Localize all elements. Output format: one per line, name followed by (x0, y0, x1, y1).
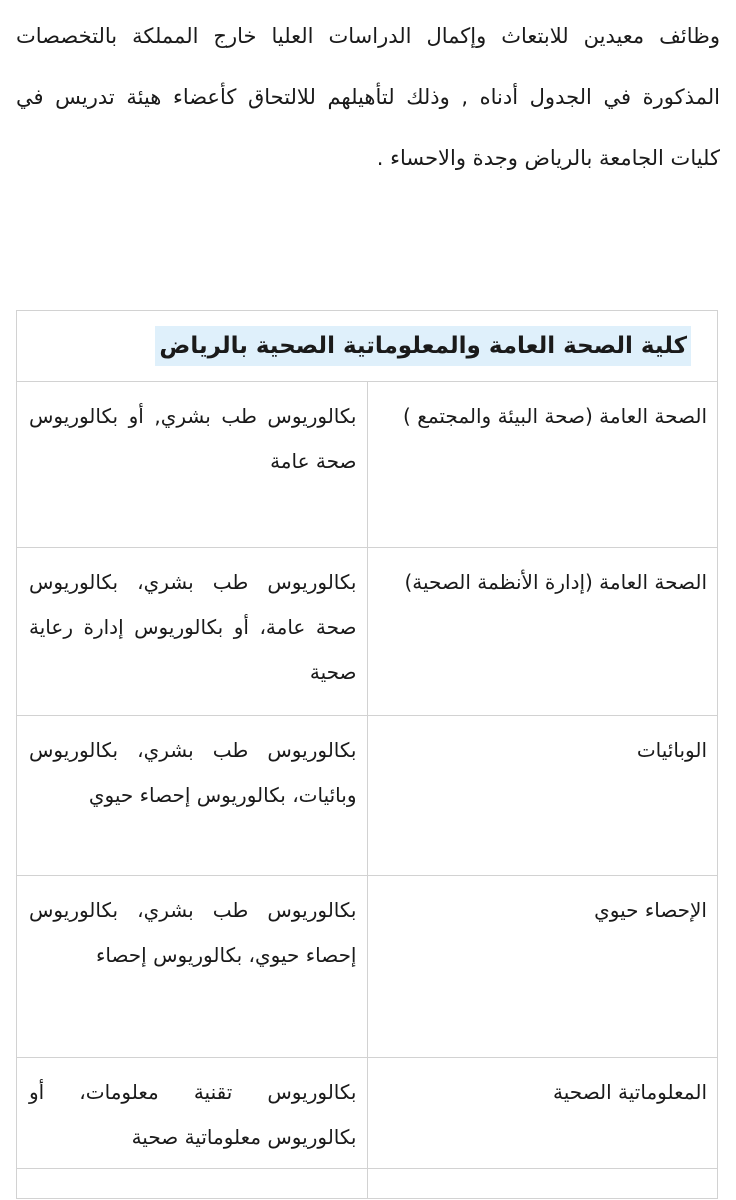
table-row (17, 548, 718, 716)
requirement-cell: بكالوريوس طب بشري، بكالوريوس إحصاء حيوي، بكالوريوس إحصاء (17, 876, 368, 1058)
major-cell: الصحة العامة (صحة البيئة والمجتمع ) (367, 382, 718, 548)
major-cell: الصحة العامة (إدارة الأنظمة الصحية) (367, 548, 718, 716)
intro-paragraph: وظائف معيدين للابتعاث وإكمال الدراسات العليا خارج المملكة بالتخصصات المذكورة في الجدول أدناه , وذلك لتأهيلهم للالتحاق كأعضاء هيئة تدريس في كليات الجامعة بالرياض وجدة والاحساء . (16, 24, 720, 170)
requirement-cell (17, 1169, 368, 1199)
major-cell: المعلوماتية الصحية (367, 1058, 718, 1169)
table-row (17, 876, 718, 1058)
majors-table (16, 310, 718, 1199)
table-heading-row (17, 311, 718, 382)
requirement-cell: بكالوريوس طب بشري، بكالوريوس صحة عامة، أو بكالوريوس إدارة رعاية صحية (17, 548, 368, 716)
major-cell: الوبائيات (367, 716, 718, 876)
requirement-cell: بكالوريوس تقنية معلومات، أو بكالوريوس معلوماتية صحية (17, 1058, 368, 1169)
college-title: كلية الصحة العامة والمعلوماتية الصحية بالرياض (155, 326, 691, 366)
table-heading-cell (17, 311, 718, 382)
requirement-cell: بكالوريوس طب بشري, أو بكالوريوس صحة عامة (17, 382, 368, 548)
table-row (17, 382, 718, 548)
requirement-cell: بكالوريوس طب بشري، بكالوريوس وبائيات، بكالوريوس إحصاء حيوي (17, 716, 368, 876)
major-cell: الإحصاء حيوي (367, 876, 718, 1058)
major-cell (367, 1169, 718, 1199)
table-row (17, 1169, 718, 1199)
table-row (17, 716, 718, 876)
table-row (17, 1058, 718, 1169)
